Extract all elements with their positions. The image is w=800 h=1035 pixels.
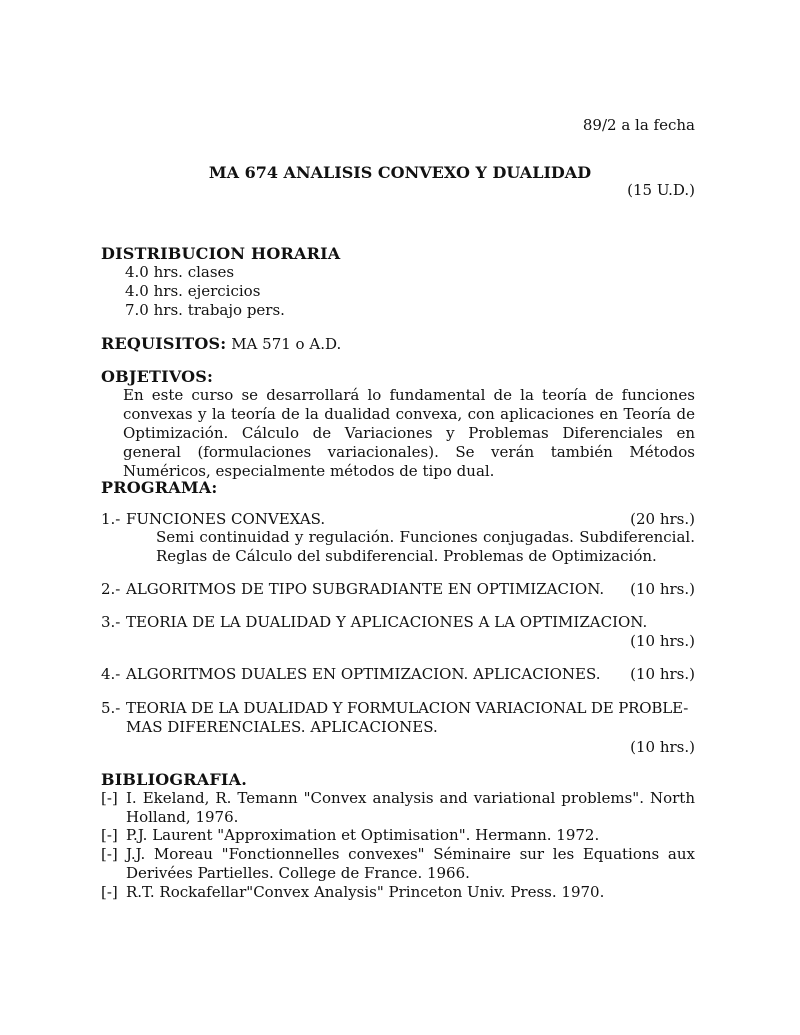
program-item-title: TEORIA DE LA DUALIDAD Y APLICACIONES A LA OPTIMIZACION.: [126, 613, 648, 631]
program-item-title: TEORIA DE LA DUALIDAD Y FORMULACION VARIACIONAL DE PROBLE-: [126, 699, 689, 717]
program-item-title: FUNCIONES CONVEXAS.: [126, 510, 326, 528]
program-item-title: ALGORITMOS DUALES EN OPTIMIZACION. APLICACIONES.: [126, 665, 601, 683]
program-item-hours: (20 hrs.): [630, 510, 695, 528]
program-item-number: 3.-: [101, 613, 121, 631]
requirements-label: REQUISITOS:: [101, 334, 227, 353]
program-item-number: 5.-: [101, 699, 121, 717]
program-item-title: ALGORITMOS DE TIPO SUBGRADIANTE EN OPTIMIZACION.: [126, 580, 605, 598]
program-item-hours: (10 hrs.): [630, 580, 695, 598]
bibliography-entry-text: P.J. Laurent "Approximation et Optimisation". Hermann. 1972.: [126, 826, 600, 844]
program-item-detail: Semi continuidad y regulación. Funciones conjugadas. Subdiferencial. Reglas de Cálculo del subdiferencial. Problemas de Optimización.: [156, 528, 695, 565]
bibliography-heading: BIBLIOGRAFIA.: [101, 770, 248, 789]
program-item-title-continued: MAS DIFERENCIALES. APLICACIONES.: [126, 718, 438, 736]
bibliography-entry-text: R.T. Rockafellar"Convex Analysis" Princeton Univ. Press. 1970.: [126, 883, 605, 901]
bullet-marker: [-]: [101, 789, 118, 807]
program-item-hours: (10 hrs.): [630, 738, 695, 756]
requirements: [101, 334, 341, 354]
program-item-number: 2.-: [101, 580, 121, 598]
distribution-heading: DISTRIBUCION HORARIA: [101, 244, 341, 263]
bibliography-entry-text: I. Ekeland, R. Temann "Convex analysis and variational problems". North Holland, 1976.: [126, 789, 695, 826]
course-title: MA 674 ANALISIS CONVEXO Y DUALIDAD: [208, 163, 592, 182]
program-heading: PROGRAMA:: [101, 478, 218, 497]
credits: (15 U.D.): [627, 181, 695, 199]
bullet-marker: [-]: [101, 826, 118, 844]
program-item-number: 1.-: [101, 510, 121, 528]
program-item-number: 4.-: [101, 665, 121, 683]
objectives-heading: OBJETIVOS:: [101, 367, 214, 386]
program-item-hours: (10 hrs.): [630, 632, 695, 650]
distribution-item: 4.0 hrs. clases: [125, 263, 235, 281]
date-note: 89/2 a la fecha: [582, 116, 695, 134]
bibliography-entry-text: J.J. Moreau "Fonctionnelles convexes" Séminaire sur les Equations aux Derivées Partielles. College de France. 1966.: [126, 845, 695, 882]
objectives-text: En este curso se desarrollará lo fundamental de la teoría de funciones convexas y la teoría de la dualidad convexa, con aplicaciones en Teoría de Optimización. Cálculo de Variaciones y Problemas Diferenciales en general (formulaciones variacionales). Se verán también Métodos Numéricos, especialmente métodos de tipo dual.: [123, 386, 695, 480]
distribution-item: 4.0 hrs. ejercicios: [125, 282, 261, 300]
bullet-marker: [-]: [101, 883, 118, 901]
requirements-value: MA 571 o A.D.: [231, 335, 342, 353]
program-item-hours: (10 hrs.): [630, 665, 695, 683]
distribution-item: 7.0 hrs. trabajo pers.: [125, 301, 285, 319]
bullet-marker: [-]: [101, 845, 118, 863]
